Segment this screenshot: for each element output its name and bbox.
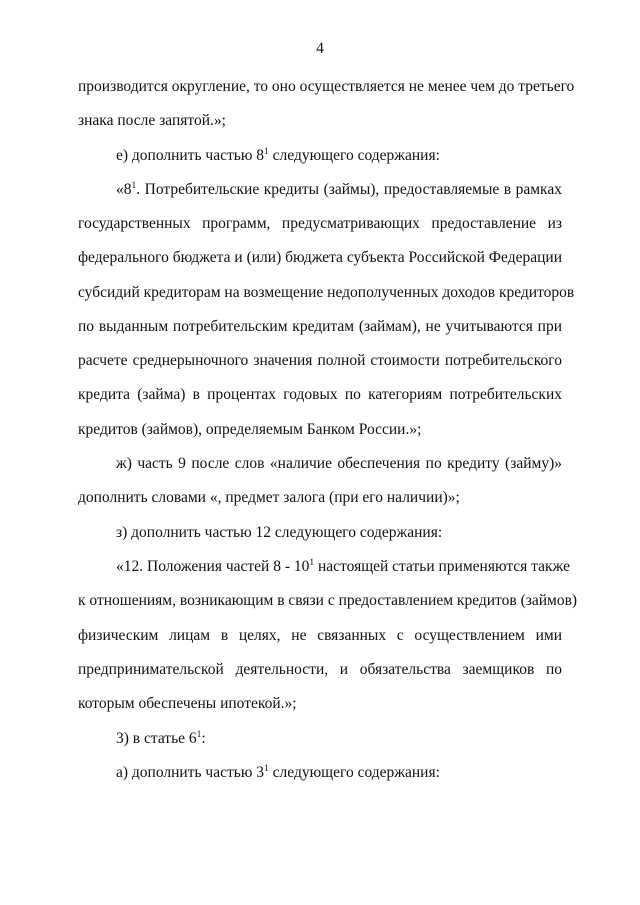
- text-fragment: следующего содержания:: [268, 764, 440, 781]
- superscript: 1: [264, 764, 269, 774]
- text-line: дополнить словами «, предмет залога (при его наличии)»;: [78, 489, 460, 506]
- text-fragment: 3) в статье 6: [116, 730, 197, 747]
- text-fragment: настоящей статьи применяются также: [314, 558, 570, 575]
- text-line: [116, 729, 562, 749]
- superscript: 1: [309, 558, 315, 568]
- text-line: производится округление, то оно осуществляется не менее чем до третьего: [78, 78, 575, 95]
- text-line: которым обеспечены ипотекой.»;: [78, 695, 297, 712]
- text-line: [116, 180, 562, 200]
- text-line: к отношениям, возникающим в связи с предоставлением кредитов (займов): [78, 592, 578, 609]
- superscript: 1: [196, 730, 202, 740]
- text-line: государственных программ, предусматривающих предоставление из: [78, 215, 562, 232]
- text-line: знака после запятой.»;: [78, 112, 226, 129]
- text-line: по выданным потребительским кредитам (займам), не учитываются при: [78, 318, 562, 335]
- page-number: 4: [316, 40, 324, 57]
- text-fragment: е) дополнить частью 8: [116, 147, 265, 164]
- text-line: расчете среднерыночного значения полной стоимости потребительского: [78, 352, 562, 369]
- text-fragment: «8: [116, 181, 132, 198]
- text-line: предпринимательской деятельности, и обязательства заемщиков по: [78, 661, 562, 678]
- text-line: [116, 557, 570, 577]
- text-fragment: :: [201, 730, 206, 747]
- superscript: 1: [131, 181, 137, 191]
- text-line: физическим лицам в целях, не связанных с осуществлением ими: [78, 627, 562, 644]
- text-line: кредита (займа) в процентах годовых по категориям потребительских: [78, 386, 562, 403]
- text-line: [116, 146, 562, 166]
- text-fragment: а) дополнить частью 3: [116, 764, 265, 781]
- text-line: [116, 763, 562, 783]
- text-fragment: . Потребительские кредиты (займы), предоставляемые в рамках: [136, 181, 562, 198]
- text-fragment: «12. Положения частей 8 - 10: [116, 558, 310, 575]
- text-line: субсидий кредиторам на возмещение недополученных доходов кредиторов: [78, 284, 575, 301]
- text-line: федерального бюджета и (или) бюджета субъекта Российской Федерации: [78, 249, 562, 266]
- text-fragment: следующего содержания:: [268, 147, 440, 164]
- text-line: ж) часть 9 после слов «наличие обеспечения по кредиту (займу)»: [116, 455, 562, 472]
- text-line: з) дополнить частью 12 следующего содержания:: [116, 524, 443, 541]
- text-line: кредитов (займов), определяемым Банком России.»;: [78, 421, 422, 438]
- superscript: 1: [264, 147, 269, 157]
